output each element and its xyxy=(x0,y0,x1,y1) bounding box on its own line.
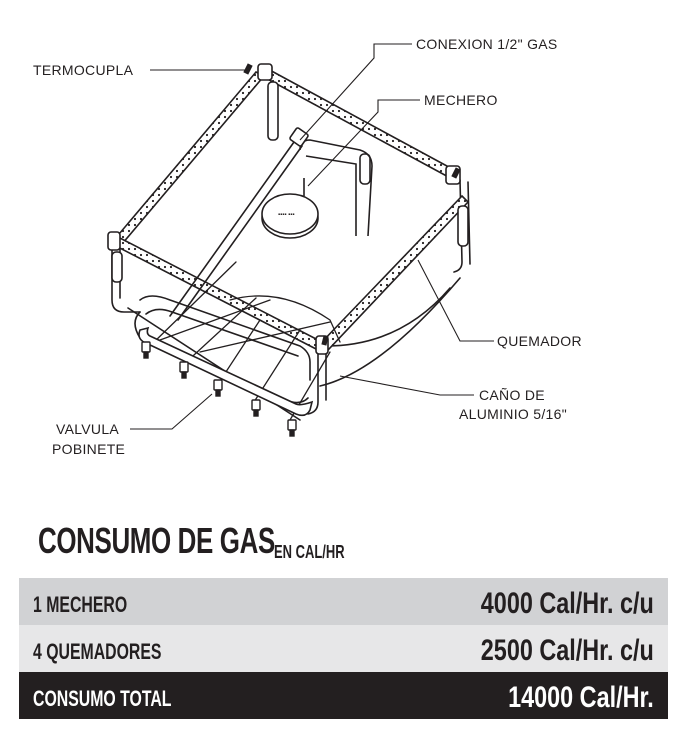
row-label: 1 MECHERO xyxy=(33,591,128,617)
svg-text:▪▪▪▪ ▪▪▪: ▪▪▪▪ ▪▪▪ xyxy=(278,212,295,218)
row-value: 4000 Cal/Hr. c/u xyxy=(480,586,654,620)
label-valvula: VALVULA xyxy=(56,421,120,437)
label-pobinete: POBINETE xyxy=(52,441,126,457)
consumo-title: CONSUMO DE GAS xyxy=(38,520,275,561)
table-row-mechero xyxy=(19,578,668,625)
label-cano-aluminio xyxy=(479,386,545,405)
label-cano-aluminio-line2: ALUMINIO 5/16" xyxy=(459,406,567,422)
consumo-subtitle: EN CAL/HR xyxy=(274,542,345,562)
label-mechero: MECHERO xyxy=(424,92,498,108)
row-label: 4 QUEMADORES xyxy=(33,638,162,664)
total-label: CONSUMO TOTAL xyxy=(33,685,172,711)
table-row-quemadores xyxy=(19,625,668,672)
table-row-total xyxy=(19,672,668,719)
mechero-burner xyxy=(262,140,372,238)
row-value: 2500 Cal/Hr. c/u xyxy=(480,633,654,667)
valves xyxy=(142,342,296,436)
label-conexion-gas: CONEXION 1/2" GAS xyxy=(416,36,558,52)
label-termocupla: TERMOCUPLA xyxy=(33,62,134,78)
consumo-heading xyxy=(38,520,367,570)
label-quemador: QUEMADOR xyxy=(497,333,582,349)
label-cano-line1: CAÑO DE xyxy=(479,387,545,403)
total-value: 14000 Cal/Hr. xyxy=(508,680,654,714)
consumo-table xyxy=(19,578,668,719)
